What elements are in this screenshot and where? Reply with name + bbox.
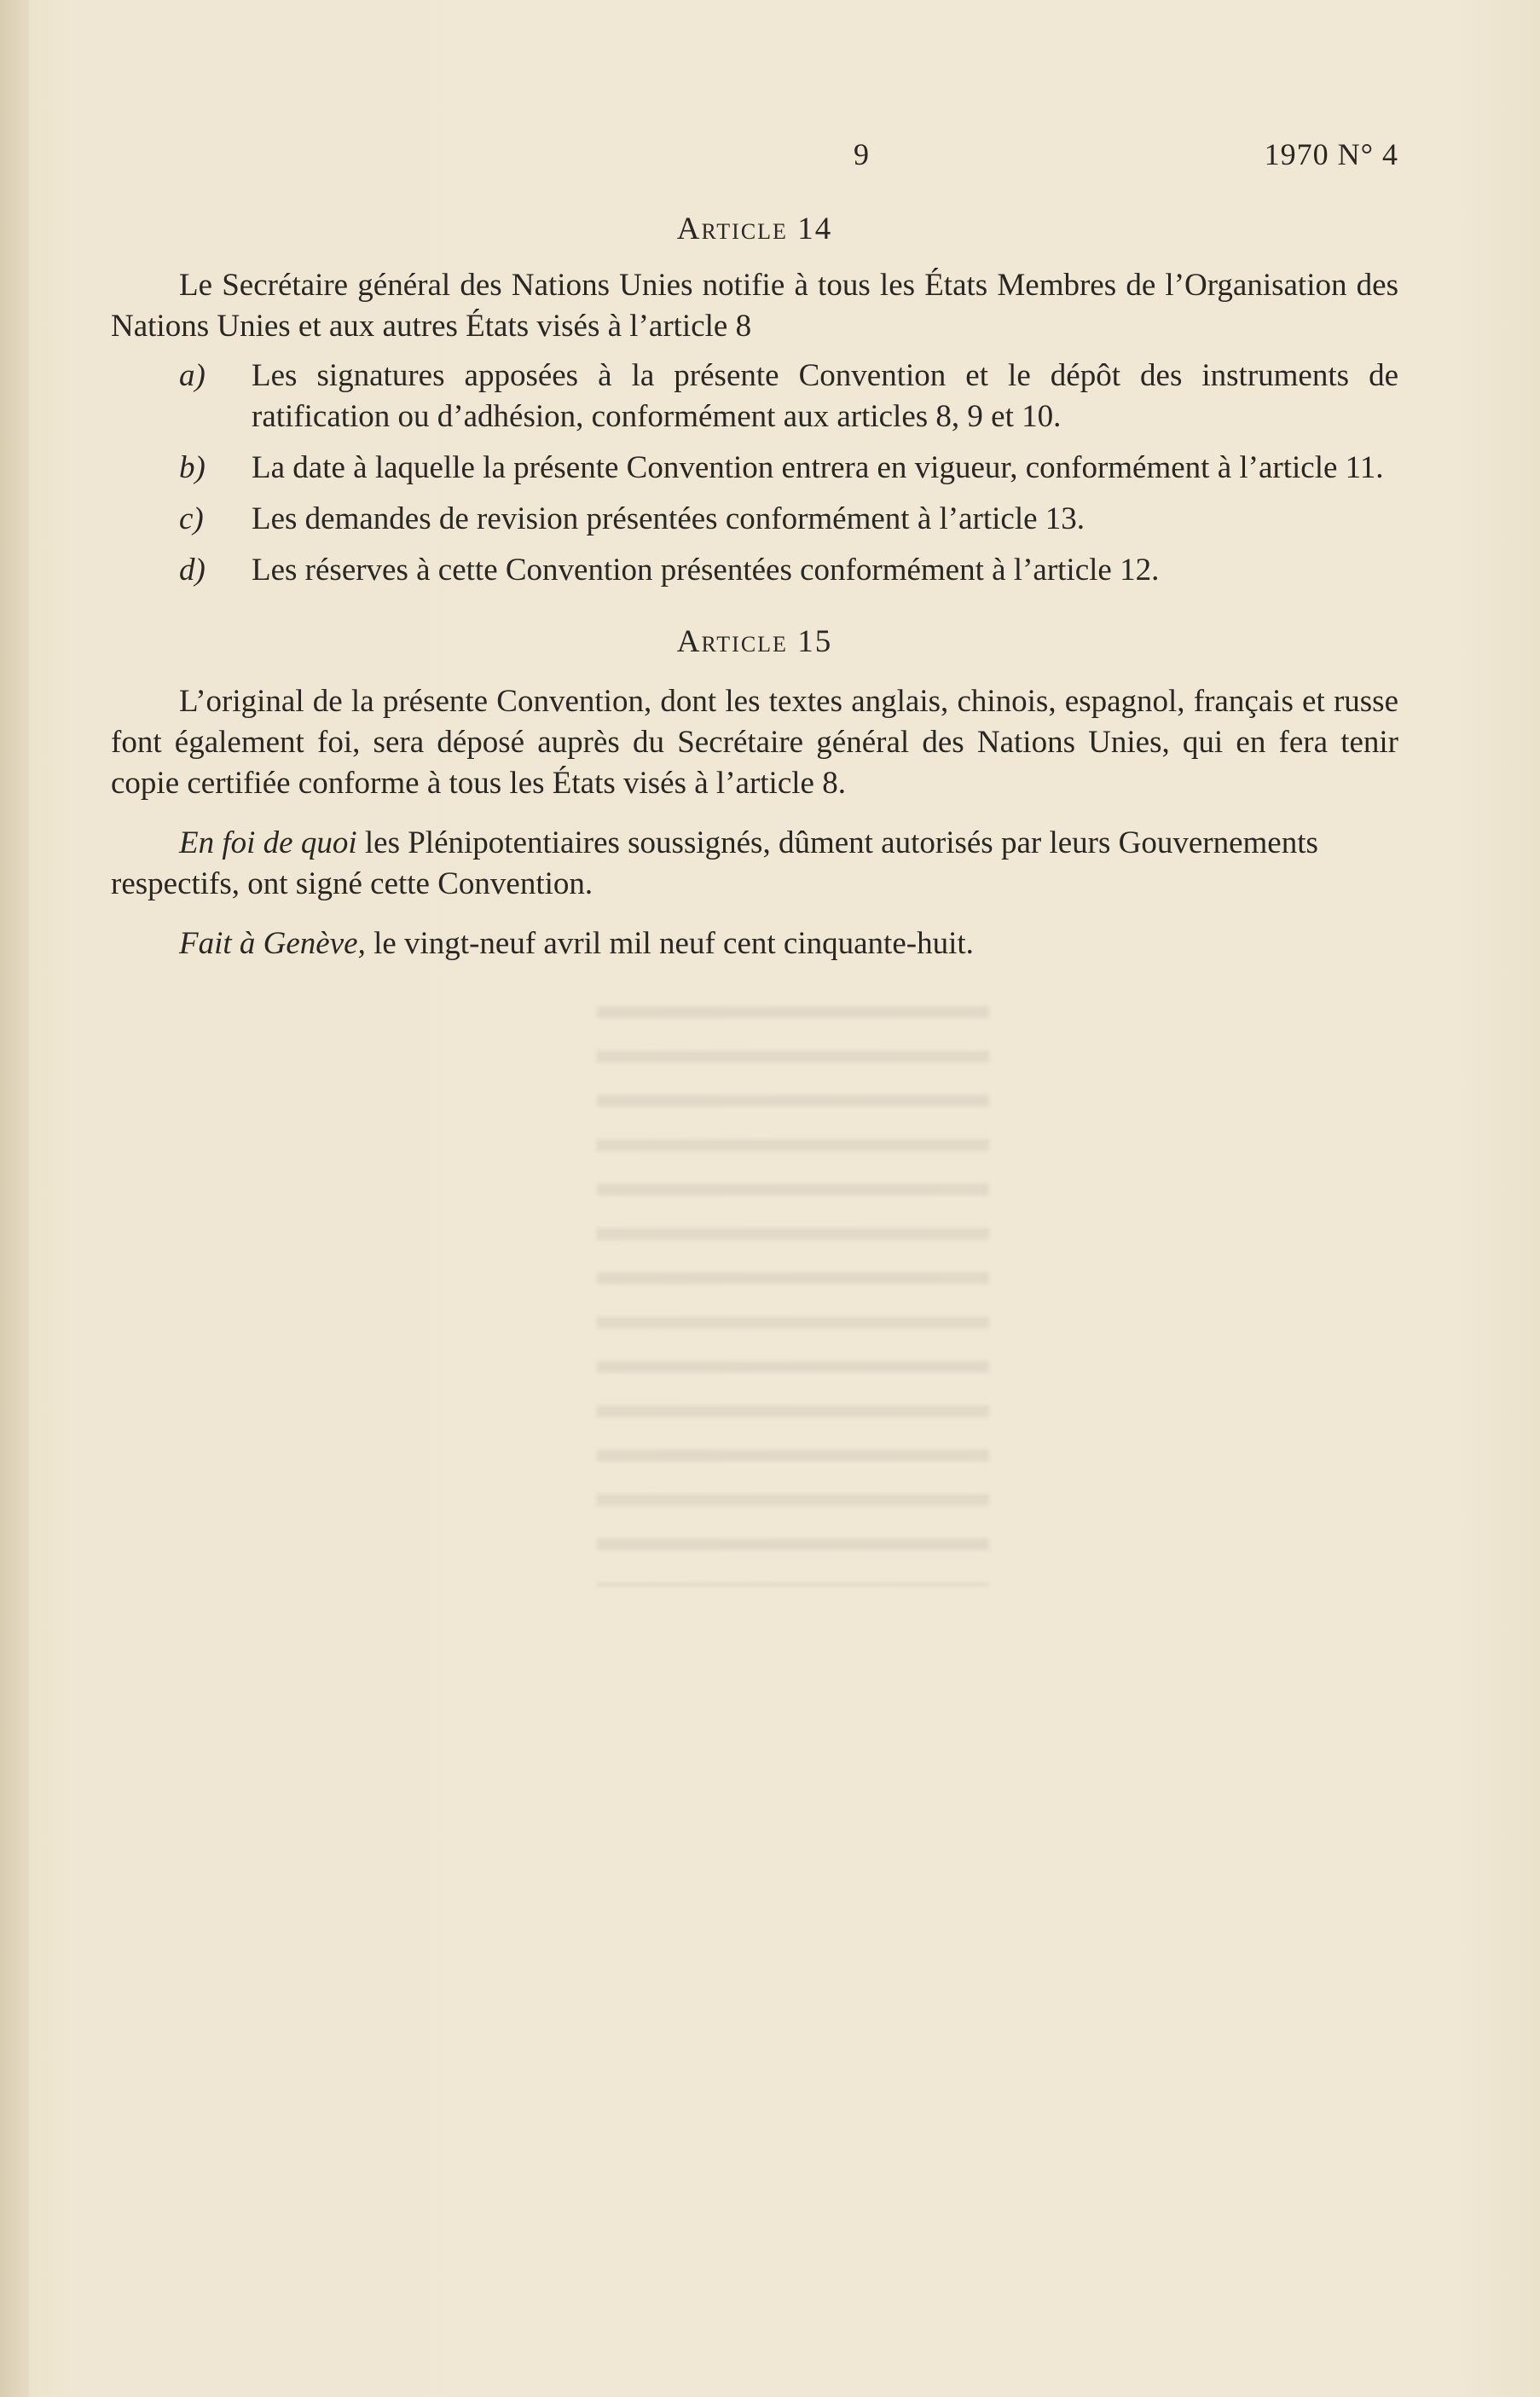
list-item: [111, 550, 1398, 591]
document-body: [111, 209, 1398, 964]
list-item: [111, 356, 1398, 437]
witness-clause-rest: les Plénipotentiaires soussignés, dûment autorisés par leurs Gouvernements respectifs, ont signé cette Convention.: [111, 825, 1318, 901]
witness-clause-italic: En foi de quoi: [179, 825, 357, 860]
list-marker: b): [179, 450, 206, 485]
year-and-number: 1970 N° 4: [1264, 137, 1398, 171]
list-item: [111, 448, 1398, 489]
list-marker: c): [179, 501, 204, 536]
list-marker: a): [179, 358, 206, 393]
list-item-text: Les réserves à cette Convention présentées conformément à l’article 12.: [252, 553, 1160, 588]
date-text: le vingt-neuf avril mil neuf cent cinquante-huit.: [365, 926, 974, 961]
article-14-heading: Article 14: [676, 211, 833, 246]
signature-place-date: [111, 923, 1398, 964]
list-item-text: Les demandes de revision présentées conformément à l’article 13.: [252, 501, 1086, 536]
witness-clause: [111, 823, 1398, 905]
page-number: 9: [854, 137, 869, 171]
show-through-text: [597, 1006, 989, 1586]
list-item-text: La date à laquelle la présente Convention entrera en vigueur, conformément à l’article 11.: [252, 450, 1384, 485]
article-14-intro: Le Secrétaire général des Nations Unies notifie à tous les États Membres de l’Organisation des Nations Unies et aux autres États visés à l’article 8: [111, 268, 1398, 344]
article-15-heading: Article 15: [676, 624, 833, 659]
article-15-text: L’original de la présente Convention, dont les textes anglais, chinois, espagnol, français et russe font également foi, sera déposé auprès du Secrétaire général des Nations Unies, qui en fera tenir copie certifiée conforme à tous les États visés à l’article 8.: [111, 684, 1398, 801]
place-italic: Fait à Genève,: [179, 926, 366, 961]
list-item: [111, 499, 1398, 540]
page-header: [111, 136, 1398, 179]
list-item-text: Les signatures apposées à la présente Convention et le dépôt des instruments de ratification ou d’adhésion, conformément aux articles 8, 9 et 10.: [252, 358, 1398, 434]
list-marker: d): [179, 553, 206, 588]
article-14-list: [111, 356, 1398, 591]
page-spine: [0, 0, 29, 2397]
